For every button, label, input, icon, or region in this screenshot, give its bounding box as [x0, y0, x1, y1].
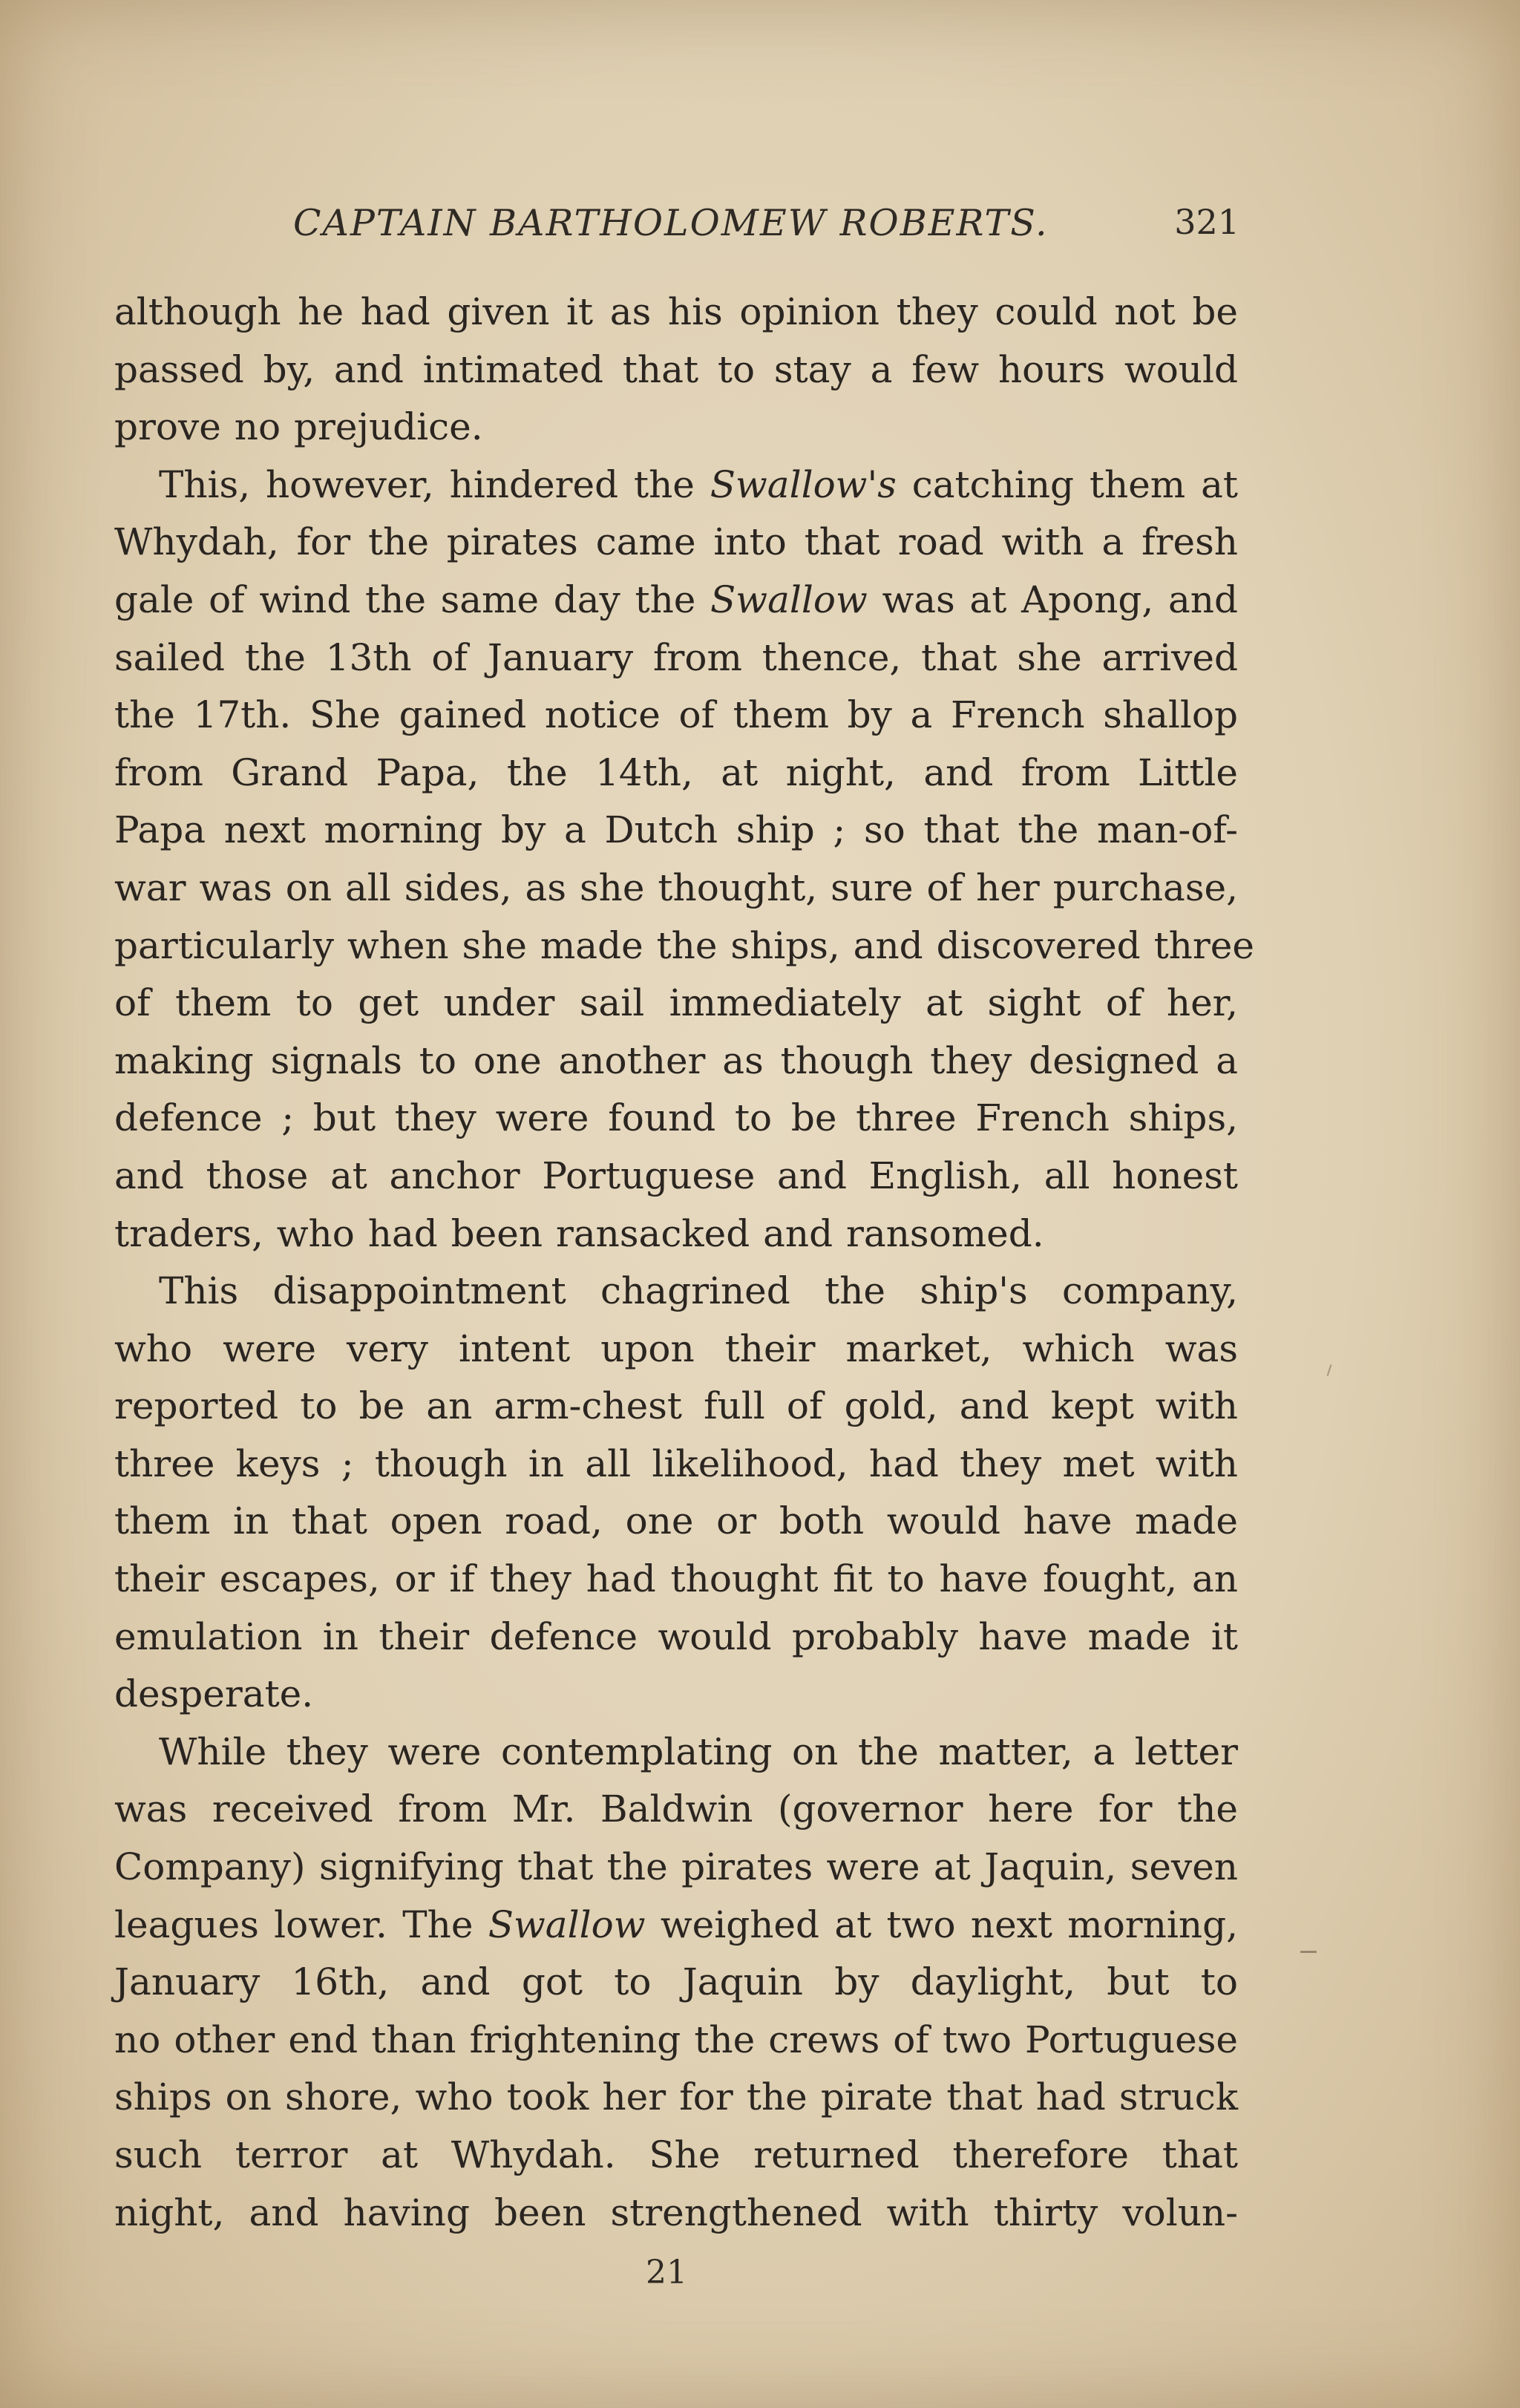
text-line: sailed the 13th of January from thence, that she arrived [114, 635, 1238, 679]
text-line: of them to get under sail immediately at sight of her, [114, 981, 1238, 1025]
text-line: such terror at Whydah. She returned therefore that [114, 2133, 1238, 2176]
paragraph-3 [114, 1263, 1238, 1724]
ship-name: Swallow [710, 578, 868, 621]
ship-name: Swallow's [710, 462, 897, 506]
text-line: Papa next morning by a Dutch ship ; so that the man-of- [114, 808, 1238, 852]
text-line: ships on shore, who took her for the pirate that had struck [114, 2075, 1238, 2119]
margin-tick [1327, 1364, 1332, 1376]
signature-mark: 21 [646, 2254, 687, 2291]
page-number: 321 [1174, 202, 1239, 242]
text-line: from Grand Papa, the 14th, at night, and from Little [114, 750, 1238, 794]
text-line: and those at anchor Portuguese and English, all honest [114, 1154, 1238, 1197]
running-title: CAPTAIN BARTHOLOMEW ROBERTS. [293, 202, 1049, 244]
text-line: the 17th. She gained notice of them by a French shallop [114, 693, 1238, 737]
margin-mark [1300, 1951, 1317, 1953]
text-line: who were very intent upon their market, which was [114, 1326, 1238, 1370]
text-line: war was on all sides, as she thought, sure of her purchase, [114, 866, 1238, 909]
text-line: While they were contemplating on the matter, a letter [159, 1730, 1238, 1773]
text-line: Company) signifying that the pirates were at Jaquin, seven [114, 1845, 1238, 1889]
text-line: gale of wind the same day the Swallow was at Apong, and [114, 578, 1238, 621]
ship-name: Swallow [488, 1902, 646, 1946]
text-line: leagues lower. The Swallow weighed at two next morning, [114, 1902, 1238, 1946]
running-head [111, 202, 1239, 254]
paragraph-2 [114, 457, 1254, 1263]
text-line: This disappointment chagrined the ship's company, [159, 1269, 1238, 1313]
text-line: them in that open road, one or both would have made [114, 1499, 1238, 1543]
text-line: passed by, and intimated that to stay a few hours would [114, 347, 1238, 391]
text-line: traders, who had been ransacked and ransomed. [114, 1211, 1044, 1255]
text-line: making signals to one another as though they designed a [114, 1038, 1238, 1082]
text-line: although he had given it as his opinion they could not be [114, 290, 1238, 333]
text-line: night, and having been strengthened with thirty volun- [114, 2191, 1238, 2234]
text-line: was received from Mr. Baldwin (governor here for the [114, 1787, 1238, 1831]
paragraph-1 [114, 284, 1238, 457]
text-line: January 16th, and got to Jaquin by daylight, but to [114, 1960, 1238, 2004]
text-line: prove no prejudice. [114, 405, 483, 449]
body-text [114, 284, 1254, 2242]
text-line: defence ; but they were found to be three French ships, [114, 1096, 1238, 1140]
text-line: emulation in their defence would probably have made it [114, 1614, 1238, 1658]
paragraph-4 [114, 1724, 1238, 2242]
text-line: reported to be an arm-chest full of gold, and kept with [114, 1384, 1238, 1428]
text-line: their escapes, or if they had thought fit to have fought, an [114, 1557, 1238, 1601]
text-line: This, however, hindered the Swallow's catching them at [159, 462, 1238, 506]
text-line: Whydah, for the pirates came into that road with a fresh [114, 520, 1238, 564]
text-line: three keys ; though in all likelihood, had they met with [114, 1442, 1238, 1485]
text-line: no other end than frightening the crews of two Portuguese [114, 2018, 1238, 2061]
text-line: desperate. [114, 1672, 314, 1716]
text-line: particularly when she made the ships, and discovered three [114, 923, 1254, 967]
